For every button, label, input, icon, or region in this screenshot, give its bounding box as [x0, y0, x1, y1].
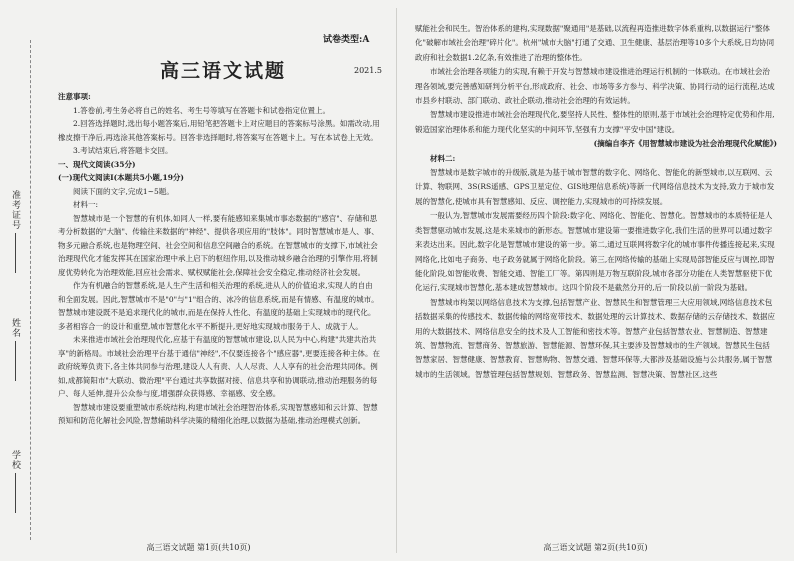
material-label: 材料二:: [430, 153, 456, 163]
paragraph: 智慧城市建设要重塑城市系统结构,构建市域社会治理智治体系,实现智慧感知和云计算、智慧预知和防范化解社会风险,智慧辅助科学决策的精细化治理,以数据为基础,推动治理模式创新。: [58, 402, 378, 425]
paragraph: 未来推进市域社会治理现代化,应基于有温度的智慧城市建设,以人民为中心,构建"共建共治共享"的新格局。市域社会治理平台基于通信"神经",不仅要连接各个"感应器",更要连接各种主体。在政府统筹负责下,各主体共同参与治理,建设人人有责、人人尽责、人人享有的社会治理共同体。例如,成都简阳市"大联动、微治理"平台通过共享数据对接、信息共享和协调联动,推动治理服务的每户、每人延伸,提升公众参与度,增强群众获得感、幸福感、安全感。: [58, 335, 381, 398]
school-label: 学校: [6, 450, 20, 513]
subsection-heading: (一)现代文阅读Ⅰ(本题共5小题,19分): [58, 173, 184, 182]
source-citation: (摘编自李齐《用智慧城市建设为社会治理现代化赋能》): [593, 139, 777, 149]
left-footer: 高三语文试题 第1页(共10页): [146, 543, 251, 552]
paragraph: 作为有机融合的智慧系统,是人生产生活和相关治理的系统,进从人的价值追求,实现人的自由和全面发展。因此,智慧城市不是"0"与"1"组合的、冰冷的信息系统,而是有情感、有温度的城市。智慧城市建设既不是追求现代化的城市,而是在保持人性化、有温度的基础上实现城市的现代化。多者相容合一的设计和重塑,城市智慧化水平不断提升,更好地实现城市服务于人、成就于人。: [58, 281, 379, 331]
instruction: 阅读下面的文字,完成1~5题。: [73, 186, 174, 196]
paragraph: 赋能社会和民生。智治体系的建构,实现数据"聚通用"是基础,以流程再造推进数字体系重构,以数据运行"整体化"破解市域社会治理"碎片化"。杭州"城市大脑"打通了交通、卫生健康、基层治理等10多个大系统,日均协同政府和社会数据1.2亿条,有效推进了治理的整体性。: [415, 24, 775, 62]
paragraph: 智慧城市是一个智慧的有机体,如同人一样,要有能感知来集城市事态数据的"感官"、存储和思考分析数据的"大脑"、传输往来数据的"神经"、提供各项应用的"肢体"。同时智慧城市是人、事、物多元融合系统,也是物理空间、社会空间和信息空间融合的系统。在智慧城市的支撑下,市域社会治理现代化才能发挥其在国家治理中承上启下的枢纽作用,以及推动城乡融合治理的引擎作用,将制度优势转化为治理效能,回应社会需求、赋权赋能社会,保障社会安全稳定,推动经济社会发展。: [58, 213, 379, 277]
paragraph: 智慧城市建设推进市域社会治理现代化,要坚持人民性、整体性的原则,基于市域社会治理特定优势和作用,锻造国家治理体系和能力现代化坚实的中间环节,坚强有力支撑"平安中国"建设。: [415, 110, 775, 134]
paragraph: 一般认为,智慧城市发展需要经历四个阶段:数字化、网络化、智能化、智慧化。智慧城市的本质特征是人类智慧驱动城市发展,这是未来城市的新形态。智慧城市建设第一要推进数字化,我们生活的世界可以通过数字来表达出来。因此,数字化是智慧城市建设的第一步。第二,通过互联网将数字化的城市事件传播连接起来,实现网络化,比如电子商务、电子政务就属于网络化阶段。第三,在网络传输的基础上实现局部智能反应与调控,即智能化阶段,如智能收费、智能交通、智能工厂等。第四则是万物互联阶段,城市各部分功能在人类智慧驱使下优化运行,实现城市智慧化,基本建成智慧城市。这四个阶段不是截然分开的,后一阶段以前一阶段为基础。: [415, 211, 775, 293]
exam-type: 试卷类型:A: [323, 35, 370, 45]
notice-item: 2.回答选择题时,选出每小题答案后,用铅笔把答题卡上对应题目的答案标号涂黑。如需改动,用橡皮擦干净后,再选涂其他答案标号。回答非选择题时,将答案写在答题卡上。写在本试卷上无效。: [58, 119, 380, 142]
notice-item: 3.考试结束后,将答题卡交回。: [73, 146, 173, 155]
right-page: [397, 0, 794, 561]
notice-item: 1.答卷前,考生务必将自己的姓名、考生号等填写在答题卡和试卷指定位置上。: [73, 105, 331, 115]
material-label: 材料一:: [73, 200, 99, 209]
notice-heading: 注意事项:: [58, 92, 91, 101]
name-label: 姓名: [6, 318, 20, 381]
exam-date: 2021.5: [354, 66, 382, 75]
page-title: 高三语文试题: [160, 60, 287, 82]
section-heading: 一、现代文阅读(35分): [58, 159, 136, 169]
ticket-number-label: 准考证号: [6, 190, 20, 273]
binding-margin: [0, 0, 46, 561]
cut-line: [30, 40, 31, 540]
left-content: [58, 90, 380, 428]
paragraph: 智慧城市是数字城市的升级版,就是为基于城市智慧的数字化、网络化、智能化的新型城市,以互联网、云计算、物联网、3S(RS遥感、GPS卫星定位、GIS地理信息系统)等新一代网络信息技术为支持,致力于城市发展的智慧化,使城市具有智慧感知、反应、调控能力,实现城市的可持续发展。: [415, 168, 775, 206]
paragraph: 市域社会治理各项能力的实现,有赖于开发与智慧城市建设推进治理运行机制的一体联动。在市域社会治理各领域,要完善感知研判分析平台,形成政府、社会、市场等多方参与、科学决策、协同行动的运行流程,达成市县乡村联动、部门联动、政社企联动,推动社会治理的有效运转。: [415, 67, 775, 106]
right-content: [415, 22, 777, 382]
paragraph: 智慧城市构架以网络信息技术为支撑,包括智慧产业、智慧民生和智慧管理三大应用领域,网络信息技术包括数据采集的传感技术、数据传输的网络宽带技术、数据处理的云计算技术、数据存储的云存储技术、数据应用的大数据技术、网络信息安全的技术及人工智能和密技术等。智慧产业包括智慧农业、智慧制造、智慧建筑、智慧物流、智慧商务、智慧旅游、智慧能源、智慧环保,其主要涉及智慧城市的生产领域。智慧民生包括智慧家居、智慧健康、智慧教育、智慧购物、智慧交通、智慧环保等,大都涉及基础设施与公共服务,属于智慧城市的生活领域。智慧管理包括智慧规划、智慧政务、智慧监测、智慧决策、智慧社区,这些: [415, 297, 775, 379]
right-footer: 高三语文试题 第2页(共10页): [543, 543, 648, 552]
